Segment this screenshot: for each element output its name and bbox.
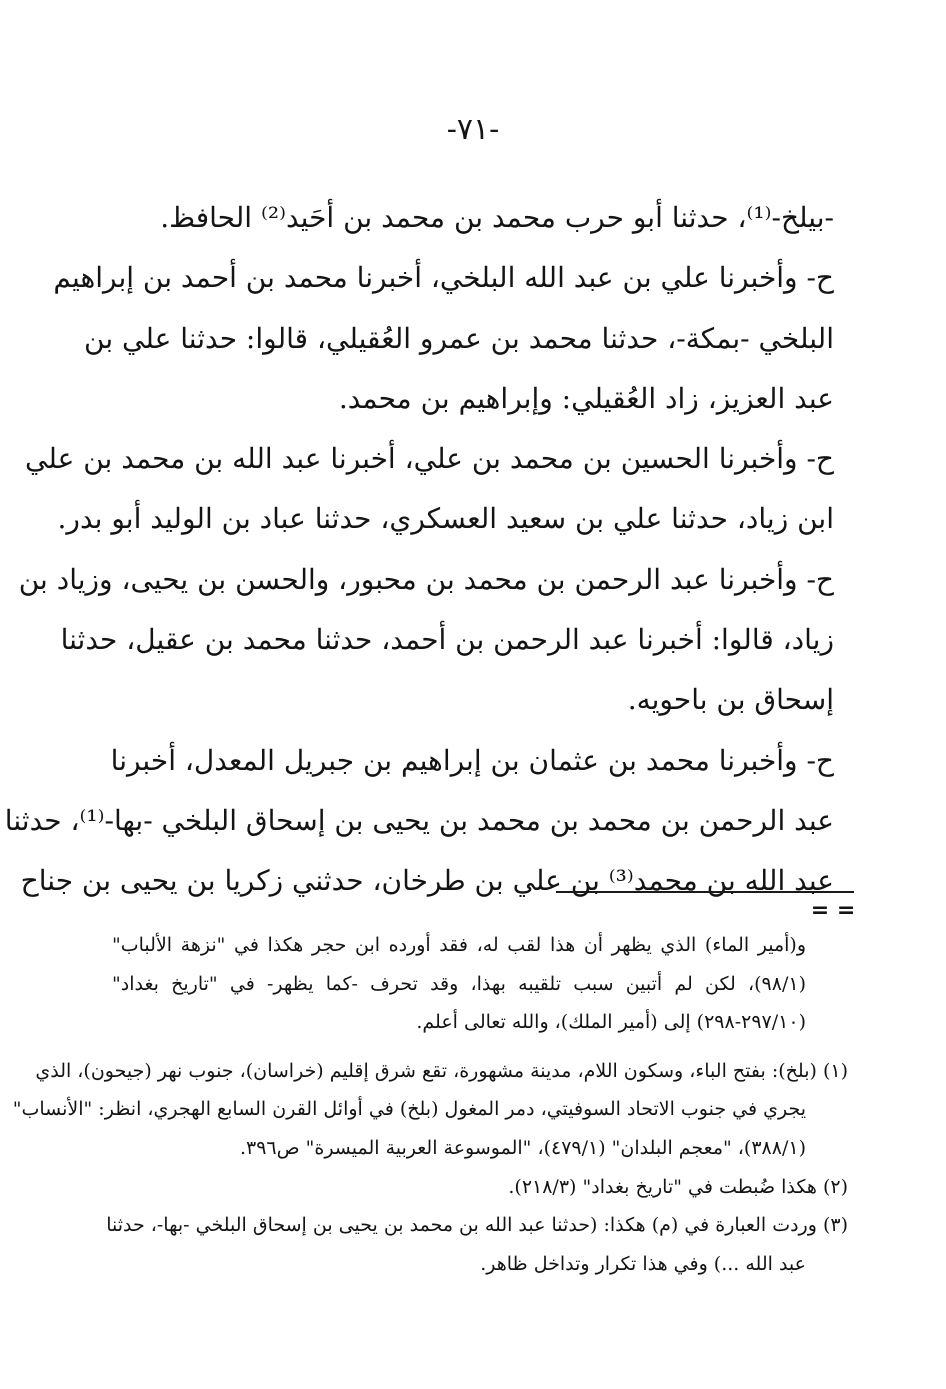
footnote-line: و(أمير الماء) الذي يظهر أن هذا لقب له، فقد أورده ابن حجر هكذا في "نزهة الألباب" (112, 934, 806, 956)
continuation-mark: = = (810, 898, 856, 923)
footnote-line: (٢) هكذا ضُبطت في "تاريخ بغداد" (٢١٨/٣). (508, 1175, 848, 1198)
body-line: -بيلخ-⁽¹⁾، حدثنا أبو حرب محمد بن محمد بن أحَيد⁽²⁾ الحافظ. (160, 201, 834, 234)
footnote-line: (٣٨٨/١)، "معجم البلدان" (٤٧٩/١)، "الموسوعة العربية الميسرة" ص٣٩٦. (239, 1136, 806, 1159)
footnote-line: يجري في جنوب الاتحاد السوفيتي، دمر المغول (بلخ) في أوائل القرن السابع الهجري، انظر: "الأنساب" (12, 1098, 806, 1121)
body-line: عبد الله بن محمد⁽³⁾ بن علي بن طرخان، حدثني زكريا بن يحيى بن جناح (20, 864, 834, 898)
footnote-line: (٣) وردت العبارة في (م) هكذا: (حدثنا عبد الله بن محمد بن يحيى بن إسحاق البلخي -بها-، حدثنا (106, 1214, 848, 1237)
footnotes (12, 926, 848, 1283)
body-line: ح- وأخبرنا الحسين بن محمد بن علي، أخبرنا عبد الله بن محمد بن علي (25, 442, 834, 476)
body-line: زياد، قالوا: أخبرنا عبد الرحمن بن أحمد، حدثنا محمد بن عقيل، حدثنا (60, 623, 834, 657)
footnote-line: (١) (بلخ): بفتح الباء، وسكون اللام، مدينة مشهورة، تقع شرق إقليم (خراسان)، جنوب نهر (جيحون)، الذي (35, 1059, 848, 1082)
footnote-line: (٢٩٧/١٠-٢٩٨) إلى (أمير الملك)، والله تعالى أعلم. (416, 1011, 806, 1034)
body-line: ح- وأخبرنا عبد الرحمن بن محمد بن محبور، والحسن بن يحيى، وزياد بن (18, 562, 834, 596)
footnote-line: (٩٨/١)، لكن لم أتبين سبب تلقيبه بهذا، وقد تحرف -كما يظهر- في "تاريخ بغداد" (112, 972, 806, 995)
body-line: ح- وأخبرنا محمد بن عثمان بن إبراهيم بن جبريل المعدل، أخبرنا (110, 743, 834, 777)
body-line: عبد الرحمن بن محمد بن محمد بن يحيى بن إسحاق البلخي -بها-⁽¹⁾، حدثنا (4, 803, 834, 837)
body-line: عبد العزيز، زاد العُقيلي: وإبراهيم بن محمد. (338, 381, 834, 415)
body-line: ابن زياد، حدثنا علي بن سعيد العسكري، حدثنا عباد بن الوليد أبو بدر. (57, 502, 834, 536)
body-line: البلخي -بمكة-، حدثنا محمد بن عمرو العُقيلي، قالوا: حدثنا علي بن (84, 321, 834, 355)
body-line: إسحاق بن باحويه. (627, 683, 834, 717)
footnote-line: عبد الله ...) وفي هذا تكرار وتداخل ظاهر. (480, 1252, 806, 1275)
footnote-separator (556, 891, 854, 893)
page-number: -٧١- (446, 112, 500, 147)
body-line: ح- وأخبرنا علي بن عبد الله البلخي، أخبرنا محمد بن أحمد بن إبراهيم (53, 261, 834, 295)
main-text (4, 188, 834, 912)
